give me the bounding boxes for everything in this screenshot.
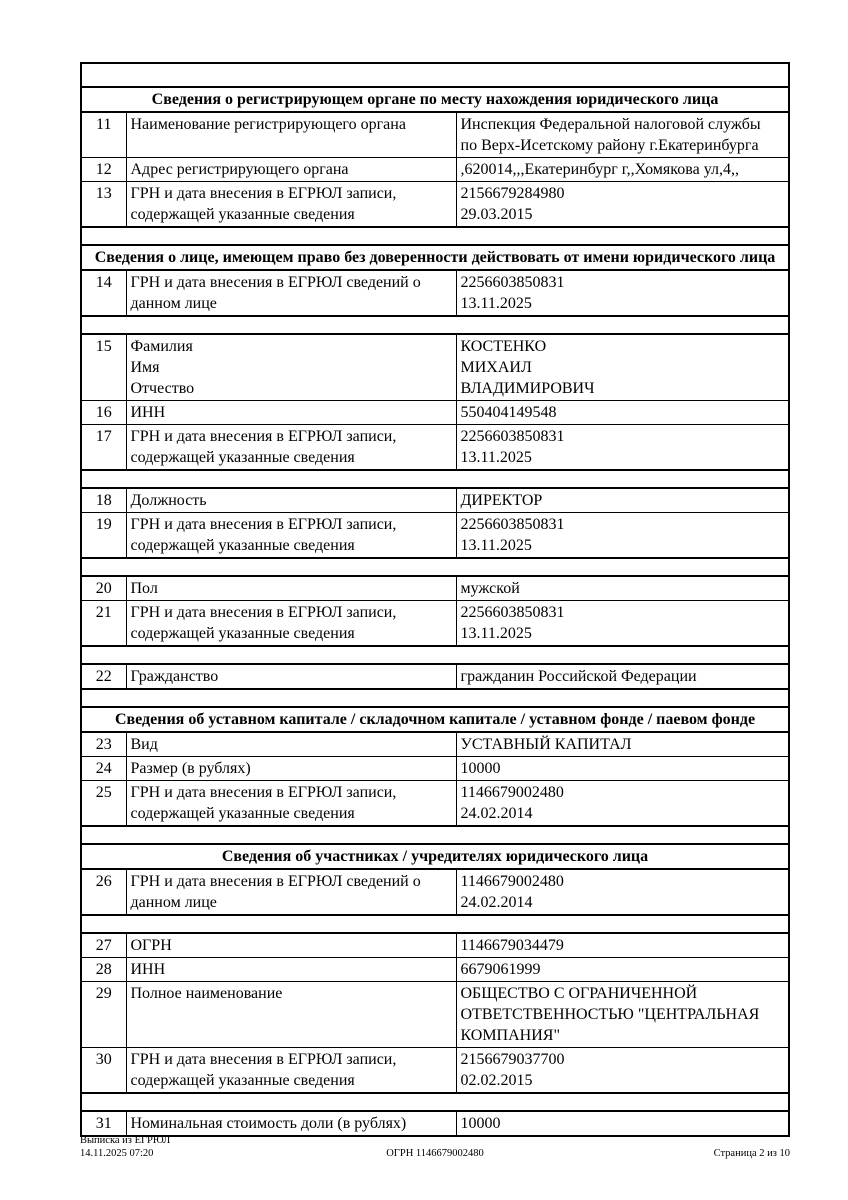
row-value-cell <box>456 513 789 559</box>
row-value-cell <box>456 488 789 513</box>
spacer-cell <box>81 558 789 576</box>
row-value-cell <box>456 982 789 1048</box>
row-value-cell <box>456 958 789 982</box>
spacer-row <box>81 689 789 707</box>
value-line: 10000 <box>460 1115 501 1132</box>
row-label-cell <box>126 958 456 982</box>
row-label-cell <box>126 933 456 958</box>
spacer-row <box>81 915 789 933</box>
section-header-text: Сведения о регистрирующем органе по месту нахождения юридического лица <box>81 87 789 112</box>
spacer-cell <box>81 689 789 707</box>
row-number-cell: 14 <box>81 270 126 316</box>
page-footer <box>80 1134 790 1160</box>
row-value-cell <box>456 869 789 915</box>
label-line: Имя <box>130 359 160 376</box>
table-row <box>81 112 789 158</box>
spacer-cell <box>81 826 789 844</box>
section-header-row <box>81 87 789 112</box>
value-line: мужской <box>460 580 520 597</box>
row-value-cell <box>456 576 789 601</box>
value-line: КОМПАНИЯ" <box>460 1027 560 1044</box>
label-line: содержащей указанные сведения <box>130 449 355 466</box>
value-line: 10000 <box>460 760 501 777</box>
blank-cell <box>81 63 789 87</box>
row-label-cell <box>126 401 456 425</box>
row-value-cell <box>456 1111 789 1136</box>
row-number-cell: 15 <box>81 334 126 401</box>
row-label-cell <box>126 781 456 827</box>
label-line: ОГРН <box>130 937 172 954</box>
value-line: по Верх-Исетскому району г.Екатеринбурга <box>460 137 759 154</box>
spacer-cell <box>81 646 789 664</box>
blank-row <box>81 63 789 87</box>
spacer-row <box>81 470 789 488</box>
label-line: Наименование регистрирующего органа <box>130 116 406 133</box>
table-row <box>81 869 789 915</box>
footer-page-number: Страница 2 из 10 <box>713 1148 790 1159</box>
label-line: ГРН и дата внесения в ЕГРЮЛ сведений о <box>130 274 421 291</box>
row-label-cell <box>126 488 456 513</box>
value-line: 24.02.2014 <box>460 805 533 822</box>
label-line: Отчество <box>130 380 195 397</box>
value-line: гражданин Российской Федерации <box>460 668 697 685</box>
row-value-cell <box>456 781 789 827</box>
spacer-cell <box>81 316 789 334</box>
section-header-text: Сведения о лице, имеющем право без доверенности действовать от имени юридического лица <box>81 245 789 270</box>
spacer-row <box>81 826 789 844</box>
row-number-cell: 20 <box>81 576 126 601</box>
label-line: ГРН и дата внесения в ЕГРЮЛ записи, <box>130 784 397 801</box>
value-line: 2256603850831 <box>460 274 565 291</box>
row-number-cell: 16 <box>81 401 126 425</box>
spacer-cell <box>81 1093 789 1111</box>
row-label-cell <box>126 182 456 228</box>
section-header-text: Сведения об уставном капитале / складочном капитале / уставном фонде / паевом фонде <box>81 707 789 732</box>
label-line: Размер (в рублях) <box>130 760 251 777</box>
row-label-cell <box>126 513 456 559</box>
footer-left <box>80 1134 300 1160</box>
table-row <box>81 576 789 601</box>
row-number-cell: 17 <box>81 425 126 471</box>
label-line: содержащей указанные сведения <box>130 206 355 223</box>
row-value-cell <box>456 732 789 757</box>
spacer-row <box>81 646 789 664</box>
table-row <box>81 933 789 958</box>
value-line: Инспекция Федеральной налоговой службы <box>460 116 761 133</box>
value-line: КОСТЕНКО <box>460 338 547 355</box>
table-row <box>81 513 789 559</box>
value-line: 2156679284980 <box>460 185 565 202</box>
label-line: ИНН <box>130 961 166 978</box>
value-line: 1146679002480 <box>460 784 564 801</box>
label-line: ГРН и дата внесения в ЕГРЮЛ записи, <box>130 604 397 621</box>
row-number-cell: 19 <box>81 513 126 559</box>
row-number-cell: 28 <box>81 958 126 982</box>
value-line: 6679061999 <box>460 961 541 978</box>
spacer-cell <box>81 470 789 488</box>
value-line: ВЛАДИМИРОВИЧ <box>460 380 595 397</box>
row-number-cell: 13 <box>81 182 126 228</box>
table-row <box>81 757 789 781</box>
table-row <box>81 781 789 827</box>
table-row <box>81 270 789 316</box>
row-number-cell: 12 <box>81 158 126 182</box>
value-line: 02.02.2015 <box>460 1072 533 1089</box>
footer-timestamp: 14.11.2025 07:20 <box>80 1148 154 1159</box>
value-line: ,620014,,,Екатеринбург г,,Хомякова ул,4,, <box>460 161 739 178</box>
spacer-row <box>81 316 789 334</box>
section-header-text: Сведения об участниках / учредителях юридического лица <box>81 844 789 869</box>
row-number-cell: 30 <box>81 1048 126 1094</box>
spacer-row <box>81 1093 789 1111</box>
row-value-cell <box>456 182 789 228</box>
row-label-cell <box>126 757 456 781</box>
label-line: содержащей указанные сведения <box>130 805 355 822</box>
value-line: 2256603850831 <box>460 428 565 445</box>
label-line: Гражданство <box>130 668 219 685</box>
row-number-cell: 11 <box>81 112 126 158</box>
spacer-row <box>81 558 789 576</box>
label-line: ГРН и дата внесения в ЕГРЮЛ записи, <box>130 185 397 202</box>
section-header-row <box>81 245 789 270</box>
value-line: 13.11.2025 <box>460 537 532 554</box>
row-value-cell <box>456 933 789 958</box>
row-label-cell <box>126 270 456 316</box>
table-row <box>81 401 789 425</box>
table-row <box>81 982 789 1048</box>
row-value-cell <box>456 1048 789 1094</box>
label-line: Адрес регистрирующего органа <box>130 161 349 178</box>
row-label-cell <box>126 112 456 158</box>
spacer-cell <box>81 915 789 933</box>
value-line: МИХАИЛ <box>460 359 532 376</box>
row-value-cell <box>456 757 789 781</box>
value-line: 2156679037700 <box>460 1051 565 1068</box>
row-label-cell <box>126 1048 456 1094</box>
row-label-cell <box>126 869 456 915</box>
row-value-cell <box>456 601 789 647</box>
row-number-cell: 25 <box>81 781 126 827</box>
value-line: ДИРЕКТОР <box>460 492 543 509</box>
footer-ogrn: ОГРН 1146679002480 <box>386 1148 484 1159</box>
row-number-cell: 21 <box>81 601 126 647</box>
label-line: Должность <box>130 492 207 509</box>
value-line: 29.03.2015 <box>460 206 533 223</box>
row-label-cell <box>126 425 456 471</box>
row-value-cell <box>456 334 789 401</box>
label-line: Пол <box>130 580 158 597</box>
value-line: 13.11.2025 <box>460 625 532 642</box>
value-line: 24.02.2014 <box>460 894 533 911</box>
row-label-cell <box>126 601 456 647</box>
row-number-cell: 18 <box>81 488 126 513</box>
table-row <box>81 601 789 647</box>
row-number-cell: 31 <box>81 1111 126 1136</box>
value-line: ОТВЕТСТВЕННОСТЬЮ "ЦЕНТРАЛЬНАЯ <box>460 1006 760 1023</box>
row-value-cell <box>456 112 789 158</box>
value-line: 2256603850831 <box>460 516 565 533</box>
spacer-row <box>81 227 789 245</box>
section-header-row <box>81 844 789 869</box>
label-line: содержащей указанные сведения <box>130 625 355 642</box>
table-row <box>81 1111 789 1136</box>
row-number-cell: 24 <box>81 757 126 781</box>
row-number-cell: 23 <box>81 732 126 757</box>
table-row <box>81 1048 789 1094</box>
row-number-cell: 26 <box>81 869 126 915</box>
footer-doc-type: Выписка из ЕГРЮЛ <box>80 1135 171 1146</box>
label-line: содержащей указанные сведения <box>130 537 355 554</box>
row-value-cell <box>456 425 789 471</box>
row-value-cell <box>456 664 789 689</box>
table-row <box>81 334 789 401</box>
label-line: ГРН и дата внесения в ЕГРЮЛ записи, <box>130 1051 397 1068</box>
row-label-cell <box>126 732 456 757</box>
egrul-extract-table <box>80 62 790 1137</box>
table-row <box>81 488 789 513</box>
label-line: Номинальная стоимость доли (в рублях) <box>130 1115 407 1132</box>
row-value-cell <box>456 401 789 425</box>
row-number-cell: 22 <box>81 664 126 689</box>
spacer-cell <box>81 227 789 245</box>
table-row <box>81 182 789 228</box>
table-row <box>81 732 789 757</box>
table-row <box>81 425 789 471</box>
label-line: данном лице <box>130 894 217 911</box>
row-label-cell <box>126 982 456 1048</box>
value-line: 13.11.2025 <box>460 295 532 312</box>
label-line: ИНН <box>130 404 166 421</box>
label-line: Полное наименование <box>130 985 283 1002</box>
value-line: 13.11.2025 <box>460 449 532 466</box>
table-row <box>81 158 789 182</box>
table-row <box>81 664 789 689</box>
label-line: ГРН и дата внесения в ЕГРЮЛ сведений о <box>130 873 421 890</box>
row-value-cell <box>456 270 789 316</box>
value-line: 1146679002480 <box>460 873 564 890</box>
label-line: содержащей указанные сведения <box>130 1072 355 1089</box>
value-line: УСТАВНЫЙ КАПИТАЛ <box>460 736 632 753</box>
row-label-cell <box>126 576 456 601</box>
row-label-cell <box>126 158 456 182</box>
label-line: ГРН и дата внесения в ЕГРЮЛ записи, <box>130 516 397 533</box>
table-row <box>81 958 789 982</box>
section-header-row <box>81 707 789 732</box>
row-label-cell <box>126 664 456 689</box>
row-number-cell: 27 <box>81 933 126 958</box>
value-line: ОБЩЕСТВО С ОГРАНИЧЕННОЙ <box>460 985 698 1002</box>
value-line: 550404149548 <box>460 404 557 421</box>
label-line: ГРН и дата внесения в ЕГРЮЛ записи, <box>130 428 397 445</box>
value-line: 1146679034479 <box>460 937 564 954</box>
row-label-cell <box>126 334 456 401</box>
label-line: Фамилия <box>130 338 193 355</box>
row-value-cell <box>456 158 789 182</box>
value-line: 2256603850831 <box>460 604 565 621</box>
label-line: Вид <box>130 736 158 753</box>
row-label-cell <box>126 1111 456 1136</box>
row-number-cell: 29 <box>81 982 126 1048</box>
label-line: данном лице <box>130 295 217 312</box>
